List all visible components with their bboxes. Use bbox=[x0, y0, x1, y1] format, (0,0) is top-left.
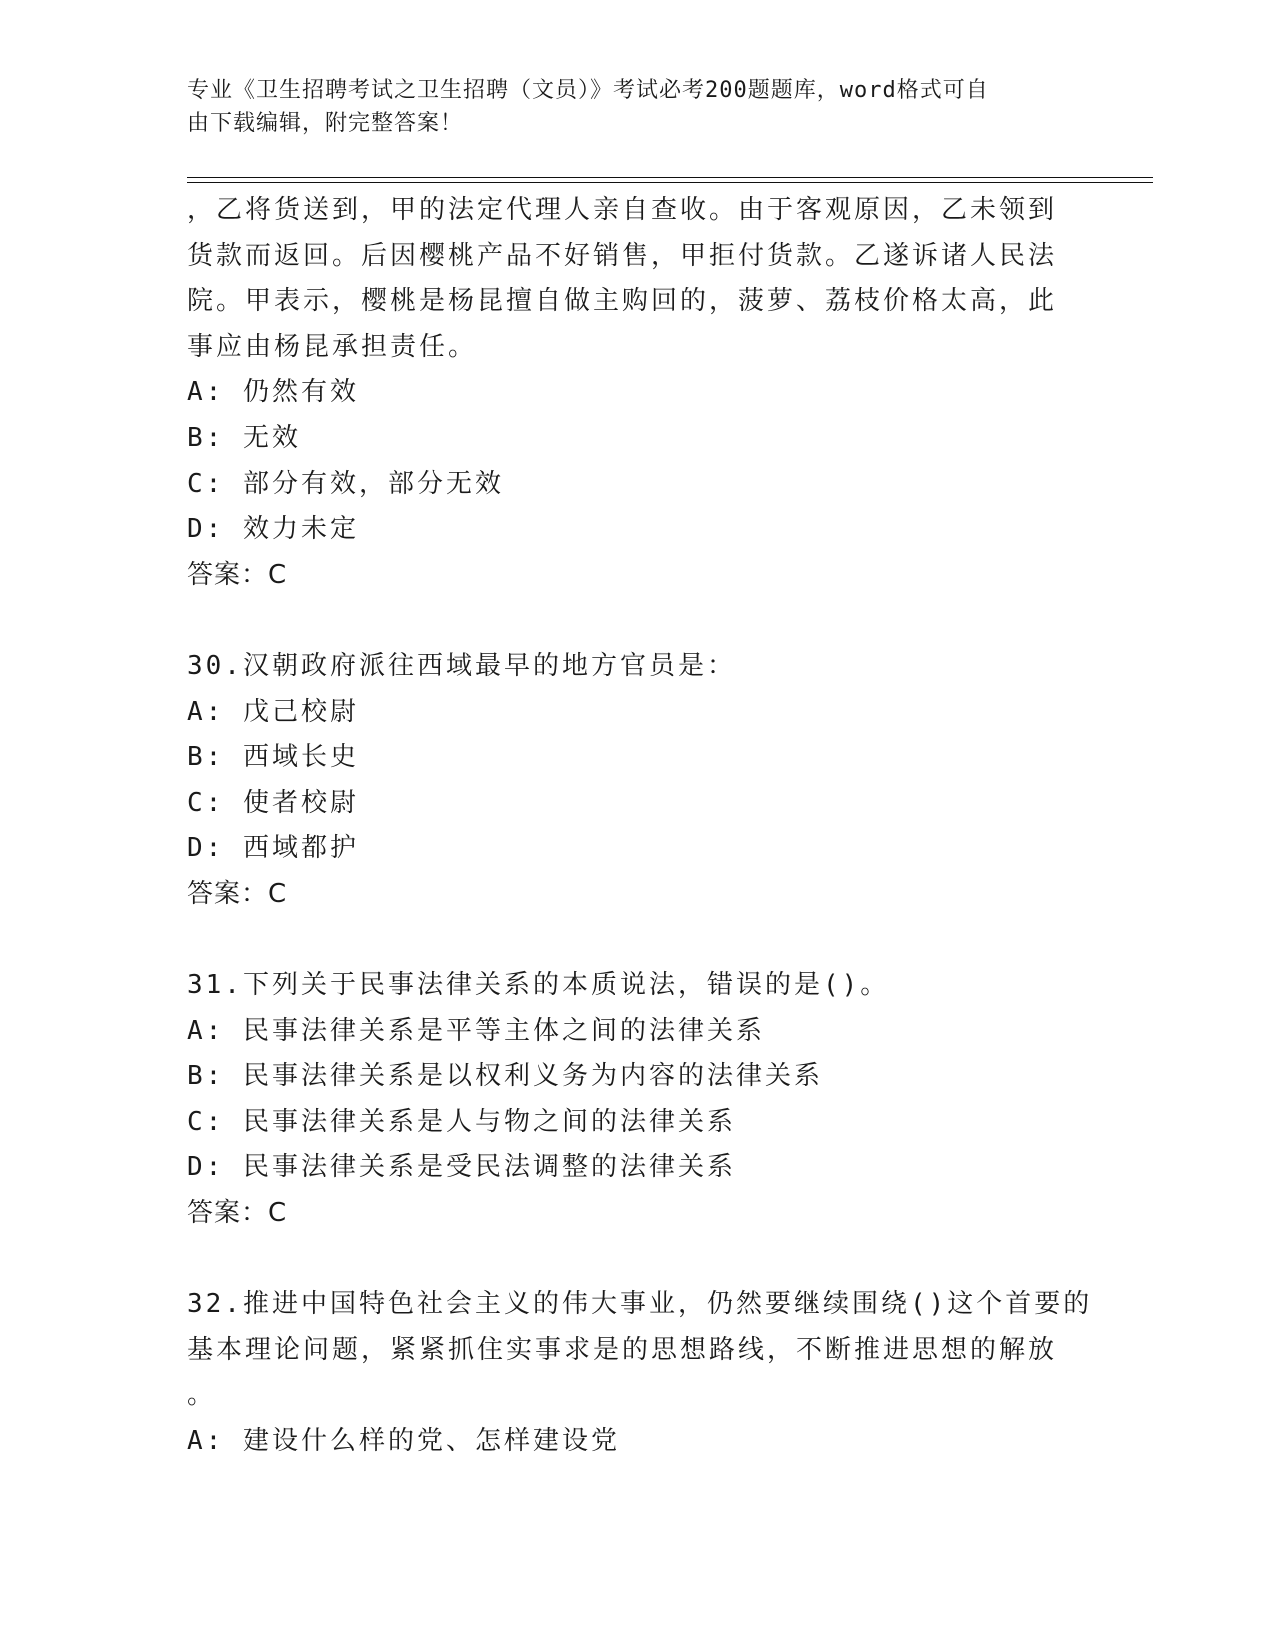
spacer bbox=[187, 918, 1087, 964]
question-text-line: 32.推进中国特色社会主义的伟大事业，仍然要继续围绕()这个首要的 bbox=[187, 1289, 1093, 1320]
document-header bbox=[187, 74, 1077, 140]
question-text-line: 院。甲表示，樱桃是杨昆擅自做主购回的，菠萝、荔枝价格太高，此 bbox=[187, 286, 1058, 317]
option-c: C: 民事法律关系是人与物之间的法律关系 bbox=[187, 1106, 736, 1137]
answer-line: 答案：C bbox=[187, 559, 288, 590]
option-c: C: 部分有效，部分无效 bbox=[187, 468, 504, 499]
question-text-line: 基本理论问题，紧紧抓住实事求是的思想路线，不断推进思想的解放 bbox=[187, 1334, 1058, 1365]
question-list bbox=[187, 188, 1093, 1465]
question-text-line: 31.下列关于民事法律关系的本质说法，错误的是()。 bbox=[187, 970, 890, 1001]
option-a: A: 建设什么样的党、怎样建设党 bbox=[187, 1426, 620, 1457]
option-d: D: 民事法律关系是受民法调整的法律关系 bbox=[187, 1152, 736, 1183]
option-c: C: 使者校尉 bbox=[187, 787, 359, 818]
question-block-continued bbox=[187, 188, 1087, 598]
header-divider-top bbox=[187, 177, 1153, 178]
question-text-line: 。 bbox=[187, 1380, 217, 1411]
option-a: A: 仍然有效 bbox=[187, 377, 359, 408]
spacer bbox=[187, 598, 1087, 644]
question-text-line: 30.汉朝政府派往西域最早的地方官员是： bbox=[187, 650, 736, 681]
header-title-line-2: 由下载编辑，附完整答案！ bbox=[187, 111, 464, 136]
question-block-31 bbox=[187, 963, 1087, 1237]
answer-line: 答案：C bbox=[187, 878, 288, 909]
option-b: B: 西域长史 bbox=[187, 742, 359, 773]
spacer bbox=[187, 1237, 1087, 1283]
option-a: A: 民事法律关系是平等主体之间的法律关系 bbox=[187, 1015, 765, 1046]
question-text-line: 事应由杨昆承担责任。 bbox=[187, 331, 478, 362]
question-block-32 bbox=[187, 1282, 1093, 1464]
answer-line: 答案：C bbox=[187, 1198, 288, 1229]
question-block-30 bbox=[187, 644, 1087, 918]
option-d: D: 西域都护 bbox=[187, 833, 359, 864]
option-d: D: 效力未定 bbox=[187, 514, 359, 545]
question-text-line: 货款而返回。后因樱桃产品不好销售，甲拒付货款。乙遂诉诸人民法 bbox=[187, 240, 1058, 271]
option-a: A: 戊己校尉 bbox=[187, 696, 359, 727]
header-divider-bottom bbox=[187, 182, 1153, 183]
option-b: B: 无效 bbox=[187, 422, 301, 453]
option-b: B: 民事法律关系是以权利义务为内容的法律关系 bbox=[187, 1061, 823, 1092]
question-text-line: ，乙将货送到，甲的法定代理人亲自查收。由于客观原因，乙未领到 bbox=[187, 195, 1058, 225]
header-title-line-1: 专业《卫生招聘考试之卫生招聘（文员）》考试必考200题题库，word格式可自 bbox=[187, 78, 989, 103]
